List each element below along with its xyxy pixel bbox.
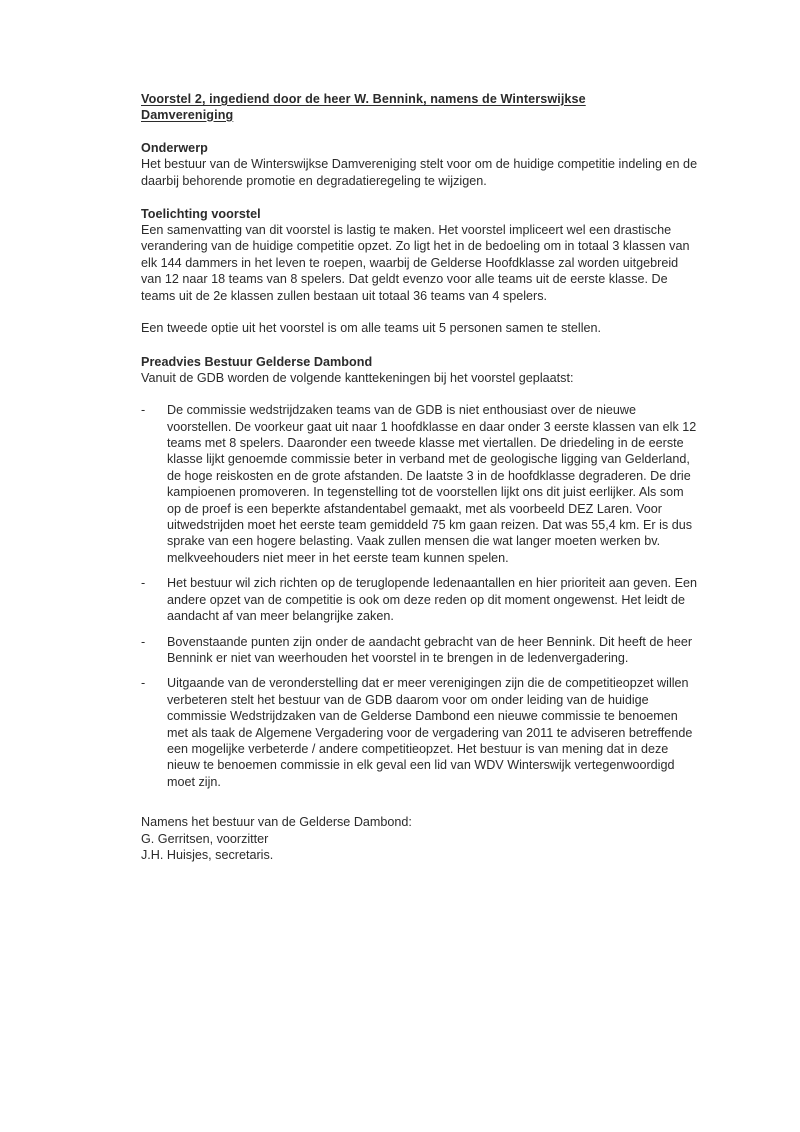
section-paragraph-toelichting-2: Een tweede optie uit het voorstel is om alle teams uit 5 personen samen te stellen. (141, 321, 602, 336)
list-item-text: Uitgaande van de veronderstelling dat er meer verenigingen zijn die de competitieopzet willen verbeteren stelt het bestuur van de GDB daarom voor om onder leiding van de huidige commissie Wedstrijdzaken van de Gelderse Dambond een nieuwe commissie te benoemen met als taak de Algemene Vergadering voor de vergadering van 2011 te adviseren betreffende een mogelijke verbeterde / andere competitieopzet. Het bestuur is van mening dat in deze nieuw te benoemen commissie in elk geval een lid van WDV Winterswijk vertegenwoordigd moet zijn. (167, 676, 693, 789)
section-paragraph-preadvies-intro: Vanuit de GDB worden de volgende kanttekeningen bij het voorstel geplaatst: (141, 370, 574, 385)
signature-line-3: J.H. Huisjes, secretaris. (141, 847, 274, 862)
list-item-text: De commissie wedstrijdzaken teams van de GDB is niet enthousiast over de nieuwe voorstellen. De voorkeur gaat uit naar 1 hoofdklasse en daar onder 3 eerste klassen van elk 12 teams met 8 spelers. Daaronder een tweede klasse met viertallen. De driedeling in de eerste klasse lijkt genoemde commissie beter in verband met de geologische ligging van Gelderland, de hoge reiskosten en de grote afstanden. De laatste 3 in de hoofdklasse degraderen. De drie kampioenen promoveren. In tegenstelling tot de voorstellen lijkt ons dit juist eerlijker. Als som op de proef is een beperkte afstandentabel gemaakt, met als voorbeeld DEZ Laren. Voor uitwedstrijden moet het eerste team gemiddeld 75 km gaan reizen. Dat was 55,4 km. Er is dus sprake van een hogere belasting. Vaak zullen mensen die wat langer moeten werken bv. melkveehouders niet meer in het eerste team kunnen spelen. (167, 403, 697, 565)
section-heading-preadvies: Preadvies Bestuur Gelderse Dambond (141, 354, 373, 369)
signature-block (141, 814, 701, 863)
signature-line-1: Namens het bestuur van de Gelderse Dambond: (141, 815, 412, 830)
document-title-line-1: Voorstel 2, ingediend door de heer W. Bennink, namens de Winterswijkse (141, 92, 586, 106)
section-heading-toelichting: Toelichting voorstel (141, 207, 261, 221)
list-item (141, 634, 701, 667)
section-heading-onderwerp: Onderwerp (141, 141, 208, 156)
document-body (141, 92, 701, 863)
signature-line-2: G. Gerritsen, voorzitter (141, 831, 269, 846)
list-item-text: Bovenstaande punten zijn onder de aandacht gebracht van de heer Bennink. Dit heeft de heer Bennink er niet van weerhouden het voorstel in te brengen in de ledenvergadering. (167, 634, 693, 665)
preadvies-bullet-list (141, 402, 701, 790)
document-title (141, 92, 701, 123)
document-title-line-2: Damvereniging (141, 107, 234, 122)
list-bullet-marker: - (141, 576, 146, 591)
spacer (141, 337, 701, 354)
list-item-text: Het bestuur wil zich richten op de teruglopende ledenaantallen en hier prioriteit aan geven. Een andere opzet van de competitie is ook om deze reden op dit moment ongewenst. Het leidt de aandacht af van meer belangrijke zaken. (167, 576, 697, 624)
list-bullet-marker: - (141, 634, 146, 649)
section-paragraph-onderwerp: Het bestuur van de Winterswijkse Damvereniging stelt voor om de huidige competitie indeling en de daarbij behorende promotie en degradatieregeling te wijzigen. (141, 157, 698, 188)
list-bullet-marker: - (141, 403, 146, 418)
list-item (141, 675, 701, 790)
spacer (141, 189, 701, 206)
section-paragraph-toelichting-1: Een samenvatting van dit voorstel is lastig te maken. Het voorstel impliceert wel een drastische verandering van de huidige competitie opzet. Zo ligt het in de bedoeling om in totaal 3 klassen van elk 144 dammers in het leven te roepen, waarbij de Gelderse Hoofdklasse zal worden uitgebreid van 12 naar 18 teams van 8 spelers. Dat geldt evenzo voor alle teams uit de eerste klasse. De teams uit de 2e klassen zullen bestaan uit totaal 36 teams van 4 spelers. (141, 223, 690, 303)
list-item (141, 402, 701, 566)
list-bullet-marker: - (141, 676, 146, 691)
list-item (141, 575, 701, 624)
